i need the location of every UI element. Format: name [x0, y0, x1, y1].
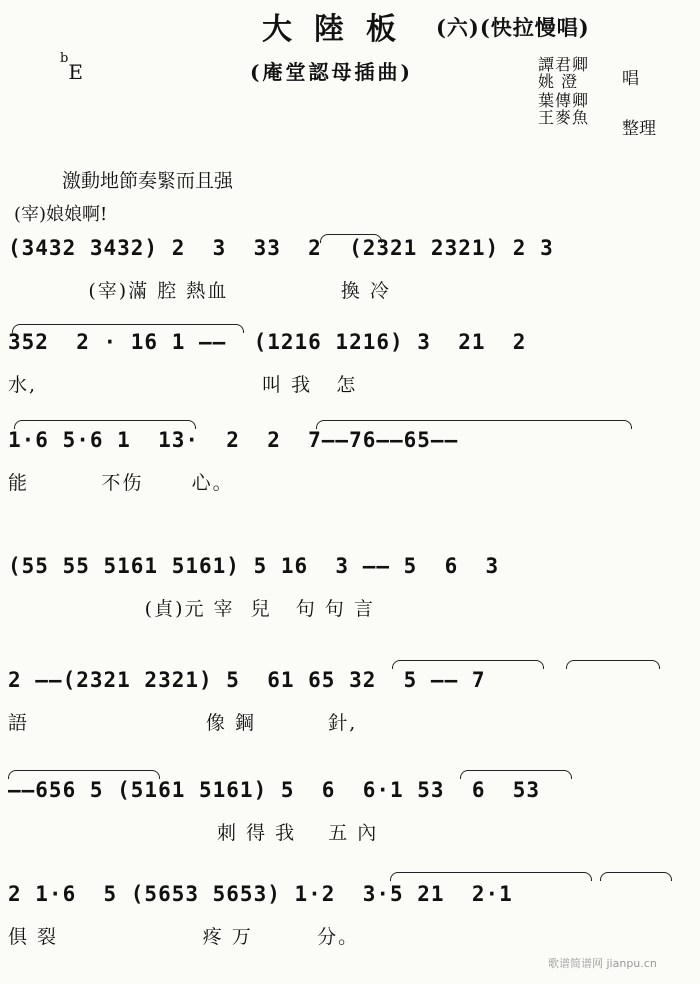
score-row-5 [0, 660, 700, 760]
page-title: 大陸板 [262, 12, 418, 47]
arrangers-verb: 整理 [622, 119, 656, 139]
key-signature [60, 51, 83, 84]
arranger-name: 葉傳卿 [538, 91, 590, 110]
score-row-2 [0, 322, 700, 422]
lyric-line: (宰)滿 腔 熱血 換 冷 [8, 280, 391, 302]
notation-line: 2 1·6 5 (5653 5653) 1·2 3·5 21 2·1 [8, 882, 513, 906]
title-note: (六)(快拉慢唱) [436, 15, 590, 40]
slur [600, 872, 672, 881]
intro-line: (宰)娘娘啊! [14, 204, 108, 225]
notation-line: 352 2 · 16 1 —— (1216 1216) 3 21 2 [8, 330, 527, 354]
notation-line: 1·6 5·6 1 13· 2 2 7——76——65—— [8, 428, 459, 452]
watermark: 歌谱简谱网 jianpu.cn [548, 957, 657, 970]
slur [390, 872, 592, 881]
lyric-line: 能 不伤 心。 [8, 472, 234, 494]
score-row-6 [0, 770, 700, 870]
notation-line: (55 55 5161 5161) 5 16 3 —— 5 6 3 [8, 554, 500, 578]
slur [566, 660, 660, 669]
arrangers [538, 92, 589, 126]
key-accidental: b [60, 51, 69, 67]
lyric-line: (貞)元 宰 兒 句 句 言 [8, 598, 375, 620]
score-row-4 [0, 546, 700, 646]
singers [538, 56, 589, 90]
lyric-line: 俱 裂 疼 万 分。 [8, 926, 360, 948]
singer-name: 譚君卿 [538, 55, 590, 74]
lyric-line: 語 像 鋼 針, [8, 712, 358, 734]
key-letter: E [68, 60, 83, 84]
notation-line: (3432 3432) 2 3 33 2 (2321 2321) 2 3 [8, 236, 554, 260]
tempo-marking: 激動地節奏緊而且强 [62, 170, 234, 192]
lyric-line: 刺 得 我 五 內 [8, 822, 379, 844]
subtitle: (庵堂認母插曲) [250, 60, 413, 84]
score-row-1 [0, 228, 700, 328]
lyric-line: 水, 叫 我 怎 [8, 374, 358, 396]
notation-line: 2 ——(2321 2321) 5 61 65 32 5 —— 7 [8, 668, 486, 692]
arranger-name: 王麥魚 [538, 108, 590, 127]
singers-verb: 唱 [622, 69, 639, 89]
notation-line: ——656 5 (5161 5161) 5 6 6·1 53 6 53 [8, 778, 541, 802]
score-row-3 [0, 420, 700, 520]
singer-name: 姚 澄 [538, 72, 579, 91]
